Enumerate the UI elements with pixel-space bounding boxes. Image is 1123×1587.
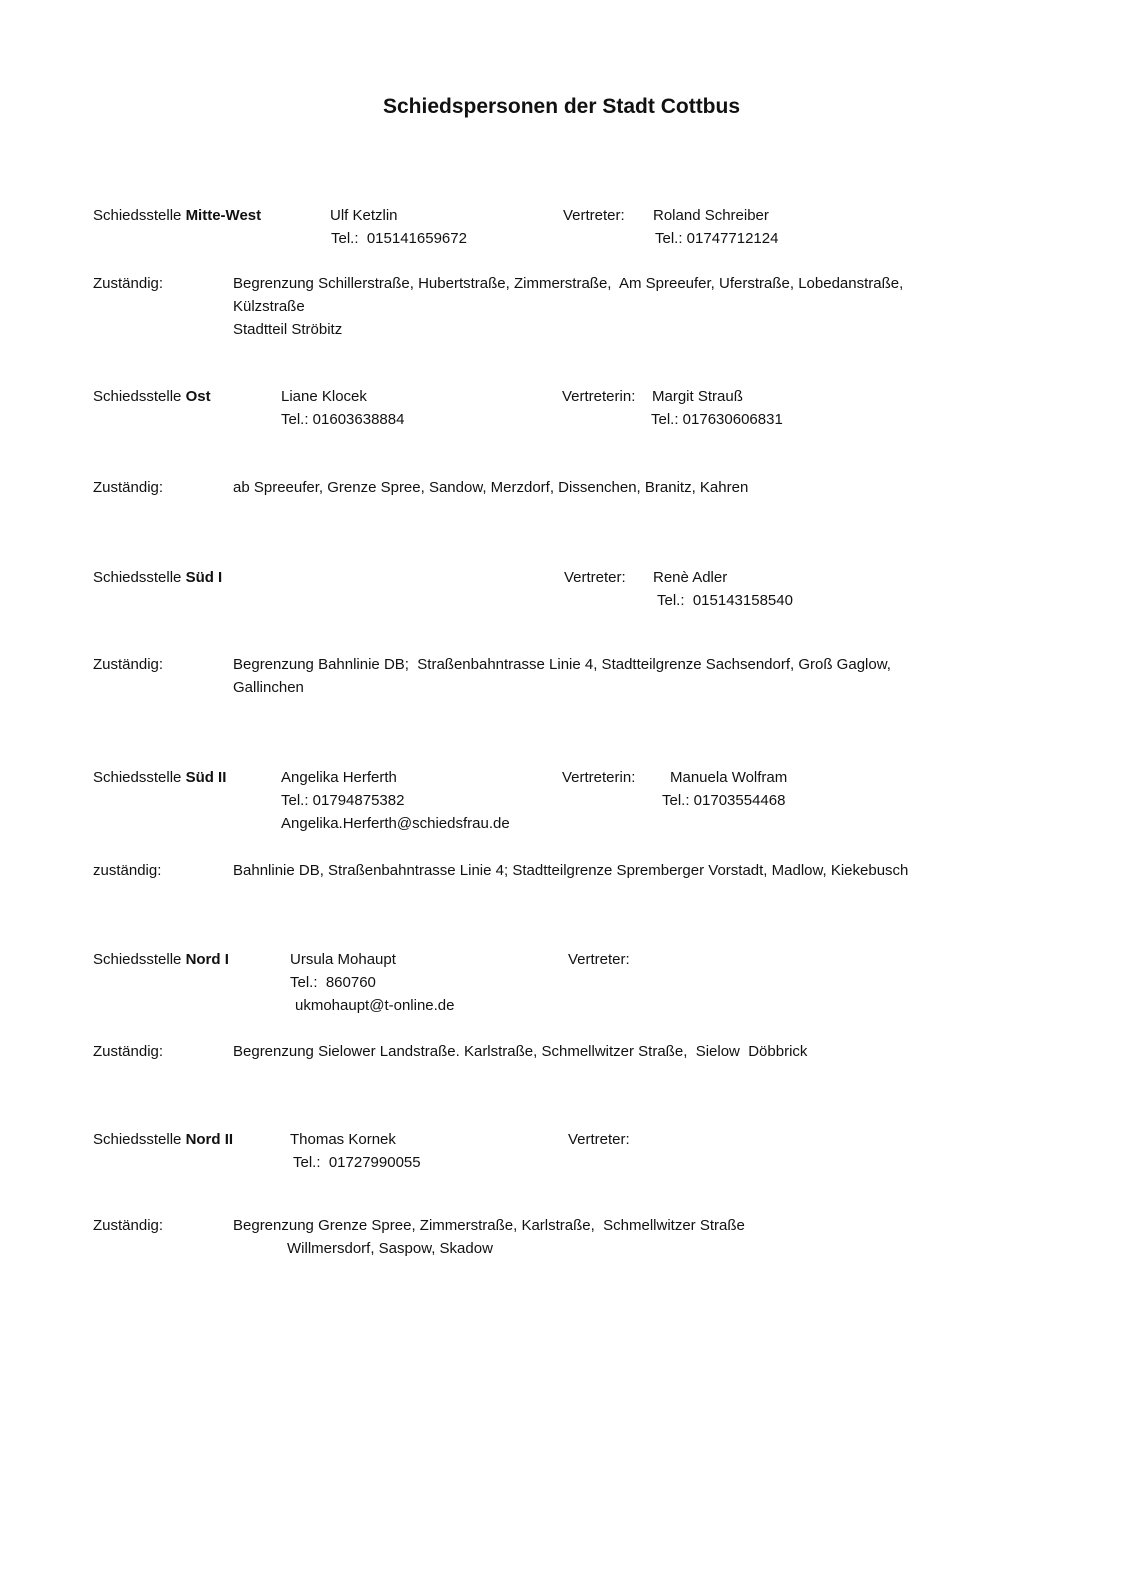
person-email: ukmohaupt@t-online.de: [295, 997, 455, 1014]
responsibility-label: Zuständig:: [93, 656, 164, 673]
person-name: Ulf Ketzlin: [330, 207, 398, 224]
station-prefix: Schiedsstelle: [93, 951, 182, 968]
deputy-phone: Tel.: 017630606831: [651, 411, 783, 428]
person-phone: Tel.: 860760: [290, 974, 376, 991]
station-label: [93, 207, 261, 224]
person-phone: Tel.: 01794875382: [281, 792, 405, 809]
deputy-phone: Tel.: 01703554468: [662, 792, 786, 809]
deputy-label: Vertreterin:: [562, 769, 636, 786]
responsibility-line: Begrenzung Schillerstraße, Hubertstraße, Zimmerstraße, Am Spreeufer, Uferstraße, Lobedanstraße,: [233, 275, 904, 292]
station-label: [93, 769, 226, 786]
deputy-phone: Tel.: 01747712124: [655, 230, 779, 247]
station-label: [93, 1131, 233, 1148]
station-name: Ost: [185, 388, 211, 405]
responsibility-line: Willmersdorf, Saspow, Skadow: [287, 1240, 493, 1257]
responsibility-label: Zuständig:: [93, 479, 164, 496]
responsibility-label: Zuständig:: [93, 1217, 164, 1234]
deputy-label: Vertreter:: [564, 569, 626, 586]
responsibility-line: ab Spreeufer, Grenze Spree, Sandow, Merzdorf, Dissenchen, Branitz, Kahren: [233, 479, 749, 496]
deputy-name: Roland Schreiber: [653, 207, 769, 224]
person-phone: Tel.: 015141659672: [331, 230, 467, 247]
deputy-label: Vertreterin:: [562, 388, 636, 405]
responsibility-line: Begrenzung Bahnlinie DB; Straßenbahntrasse Linie 4, Stadtteilgrenze Sachsendorf, Groß Gaglow,: [233, 656, 891, 673]
station-label: [93, 569, 222, 586]
responsibility-line: Begrenzung Grenze Spree, Zimmerstraße, Karlstraße, Schmellwitzer Straße: [233, 1217, 745, 1234]
responsibility-label: Zuständig:: [93, 275, 164, 292]
station-prefix: Schiedsstelle: [93, 769, 182, 786]
deputy-name: Margit Strauß: [652, 388, 743, 405]
station-prefix: Schiedsstelle: [93, 569, 182, 586]
station-label: [93, 951, 229, 968]
responsibility-line: Bahnlinie DB, Straßenbahntrasse Linie 4; Stadtteilgrenze Spremberger Vorstadt, Madlow, Kiekebusch: [233, 862, 909, 879]
deputy-label: Vertreter:: [568, 951, 630, 968]
page-title: Schiedspersonen der Stadt Cottbus: [382, 95, 741, 118]
station-label: [93, 388, 211, 405]
station-name: Mitte-West: [185, 207, 262, 224]
responsibility-line: Begrenzung Sielower Landstraße. Karlstraße, Schmellwitzer Straße, Sielow Döbbrick: [233, 1043, 808, 1060]
responsibility-label: zuständig:: [93, 862, 162, 879]
person-email: Angelika.Herferth@schiedsfrau.de: [281, 815, 510, 832]
person-phone: Tel.: 01603638884: [281, 411, 405, 428]
deputy-name: Renè Adler: [653, 569, 728, 586]
responsibility-line: Gallinchen: [233, 679, 304, 696]
person-name: Ursula Mohaupt: [290, 951, 396, 968]
person-phone: Tel.: 01727990055: [293, 1154, 421, 1171]
station-name: Süd II: [185, 769, 227, 786]
deputy-label: Vertreter:: [568, 1131, 630, 1148]
station-name: Süd I: [185, 569, 223, 586]
responsibility-line: Külzstraße: [233, 298, 305, 315]
person-name: Liane Klocek: [281, 388, 367, 405]
person-name: Thomas Kornek: [290, 1131, 396, 1148]
responsibility-label: Zuständig:: [93, 1043, 164, 1060]
deputy-name: Manuela Wolfram: [670, 769, 788, 786]
station-prefix: Schiedsstelle: [93, 207, 182, 224]
person-name: Angelika Herferth: [281, 769, 397, 786]
station-name: Nord II: [185, 1131, 234, 1148]
deputy-label: Vertreter:: [563, 207, 625, 224]
station-name: Nord I: [185, 951, 229, 968]
station-prefix: Schiedsstelle: [93, 1131, 182, 1148]
deputy-phone: Tel.: 015143158540: [657, 592, 793, 609]
responsibility-line: Stadtteil Ströbitz: [233, 321, 343, 338]
station-prefix: Schiedsstelle: [93, 388, 182, 405]
